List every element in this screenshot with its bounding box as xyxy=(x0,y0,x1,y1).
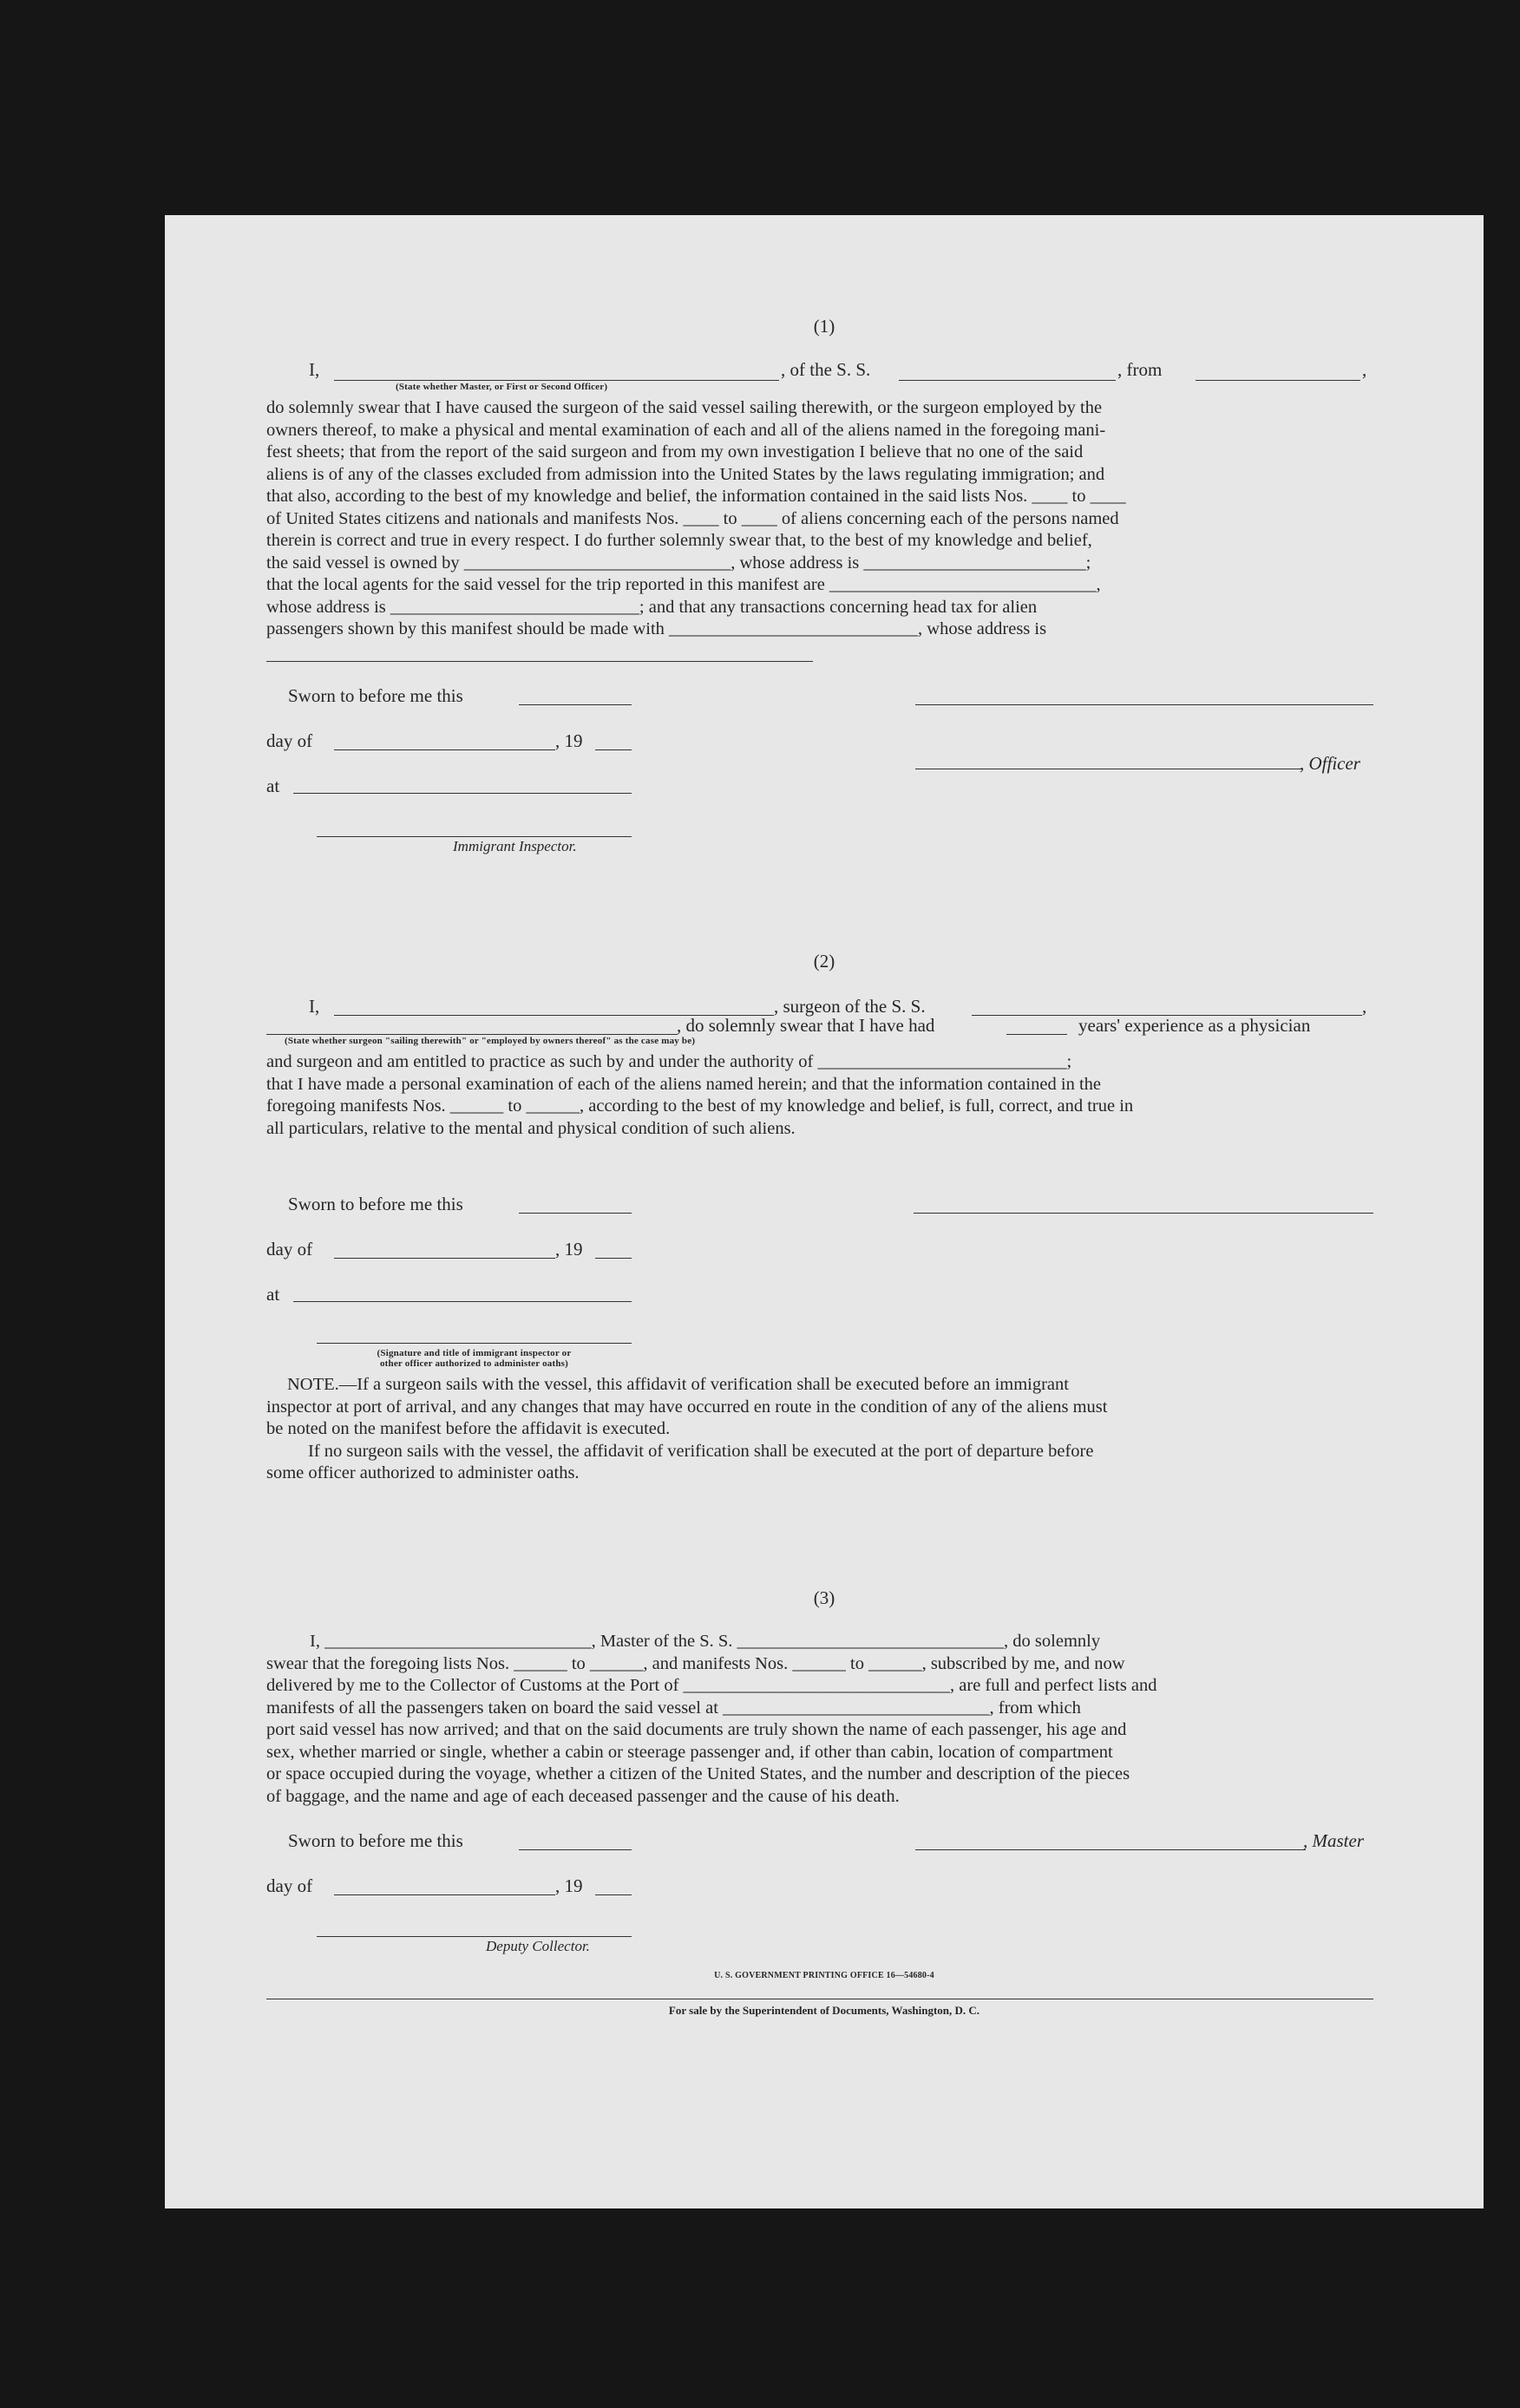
body-line: owners thereof, to make a physical and mental examination of each and all of the aliens named in the foregoing mani- xyxy=(266,420,1106,440)
sworn-date-blank xyxy=(519,1213,632,1214)
body-line: all particulars, relative to the mental and physical condition of such aliens. xyxy=(266,1118,796,1138)
section-1-body xyxy=(266,397,1373,641)
signature-caption: other officer authorized to administer oaths) xyxy=(379,1358,569,1369)
surgeon-status-blank xyxy=(266,1034,678,1035)
month-blank xyxy=(334,1258,555,1259)
body-line: fest sheets; that from the report of the said surgeon and from my own investigation I believe that no one of the said xyxy=(266,442,1084,461)
signature-caption: (Signature and title of immigrant inspector or xyxy=(377,1348,572,1358)
section-2-note xyxy=(266,1374,1373,1485)
sworn-label: Sworn to before me this xyxy=(288,685,463,706)
sale-notice: For sale by the Superintendent of Documents, Washington, D. C. xyxy=(668,2004,980,2017)
year-label: , 19 xyxy=(555,730,583,751)
section-2-number: (2) xyxy=(813,951,835,972)
body-line: do solemnly swear that I have caused the surgeon of the said vessel sailing therewith, or the surgeon employed by the xyxy=(266,398,1103,417)
section-1-line-prefix: I, xyxy=(309,359,320,380)
body-line: that the local agents for the said vessel for the trip reported in this manifest are ______________________________, xyxy=(266,575,1101,594)
body-line: of United States citizens and nationals and manifests Nos. ____ to ____ of aliens concerning each of the persons named xyxy=(266,508,1119,528)
note-line: If no surgeon sails with the vessel, the affidavit of verification shall be executed at the port of departure before xyxy=(308,1441,1094,1461)
note-line: be noted on the manifest before the affidavit is executed. xyxy=(266,1419,671,1438)
month-blank xyxy=(334,749,555,750)
body-line: therein is correct and true in every respect. I do further solemnly swear that, to the best of my knowledge and belief, xyxy=(266,531,1092,550)
at-label: at xyxy=(266,775,280,796)
body-line: I, ______________________________, Master of the S. S. ______________________________, do solemnly xyxy=(310,1632,1101,1651)
collector-title: Deputy Collector. xyxy=(486,1938,590,1954)
body-line: aliens is of any of the classes excluded from admission into the United States by the laws regulating immigration; and xyxy=(266,464,1105,484)
body-line: that I have made a personal examination of each of the aliens named herein; and that the information contained in the xyxy=(266,1074,1101,1094)
body-line: whose address is ____________________________; and that any transactions concerning head tax for alien xyxy=(266,597,1038,617)
section-1-number: (1) xyxy=(813,316,835,337)
line-end-comma: , xyxy=(1362,359,1367,380)
address-blank xyxy=(266,661,813,662)
note-line: inspector at port of arrival, and any changes that may have occurred en route in the condition of any of the aliens must xyxy=(266,1397,1108,1417)
year-blank xyxy=(595,749,632,750)
body-line: foregoing manifests Nos. ______ to ______, according to the best of my knowledge and belief, is full, correct, and true in xyxy=(266,1096,1134,1116)
printing-office-imprint: U. S. GOVERNMENT PRINTING OFFICE 16—54680-4 xyxy=(714,1971,934,1980)
port-from-blank xyxy=(1196,380,1360,381)
year-label: , 19 xyxy=(555,1875,583,1896)
signature-blank xyxy=(915,704,1373,705)
section-3-body xyxy=(266,1631,1373,1808)
section-3-number: (3) xyxy=(813,1587,835,1608)
swear-label: , do solemnly swear that I have had xyxy=(677,1015,935,1036)
body-line: delivered by me to the Collector of Customs at the Port of ______________________________, are full and perfect lists and xyxy=(266,1676,1157,1695)
year-blank xyxy=(595,1894,632,1895)
body-line: and surgeon and am entitled to practice as such by and under the authority of ____________________________; xyxy=(266,1052,1072,1071)
sworn-label: Sworn to before me this xyxy=(288,1194,463,1214)
experience-label: years' experience as a physician xyxy=(1078,1015,1311,1036)
place-blank xyxy=(293,793,632,794)
body-line: manifests of all the passengers taken on board the said vessel at ______________________________, from which xyxy=(266,1698,1081,1718)
body-line: sex, whether married or single, whether a cabin or steerage passenger and, if other than cabin, location of compartment xyxy=(266,1742,1113,1762)
surgeon-status-caption: (State whether surgeon "sailing therewith" or "employed by owners thereof" as the case may be) xyxy=(285,1036,696,1046)
vessel-name-blank xyxy=(899,380,1116,381)
body-line: that also, according to the best of my knowledge and belief, the information contained in the said lists Nos. ____ to ____ xyxy=(266,487,1126,506)
section-2-line-prefix: I, xyxy=(309,996,320,1017)
manifest-verification-page xyxy=(165,215,1484,2208)
master-label: , Master xyxy=(1303,1830,1364,1851)
inspector-title: Immigrant Inspector. xyxy=(453,838,577,854)
signature-blank xyxy=(914,1213,1373,1214)
note-line: NOTE.—If a surgeon sails with the vessel, this affidavit of verification shall be executed before an immigrant xyxy=(287,1375,1069,1394)
surgeon-of-label: , surgeon of the S. S. xyxy=(774,996,926,1017)
inspector-signature-blank xyxy=(317,836,632,837)
section-2-body xyxy=(266,1051,1373,1140)
day-of-label: day of xyxy=(266,1875,313,1896)
year-label: , 19 xyxy=(555,1239,583,1260)
sworn-label: Sworn to before me this xyxy=(288,1830,463,1851)
line-end-comma: , xyxy=(1362,996,1367,1017)
years-blank xyxy=(1006,1034,1067,1035)
note-line: some officer authorized to administer oaths. xyxy=(266,1463,580,1482)
sworn-date-blank xyxy=(519,1849,632,1850)
place-blank xyxy=(293,1301,632,1302)
day-of-label: day of xyxy=(266,1239,313,1260)
body-line: passengers shown by this manifest should be made with ____________________________, whose address is xyxy=(266,619,1047,638)
inspector-signature-blank xyxy=(317,1343,632,1344)
from-label: , from xyxy=(1117,359,1163,380)
of-vessel-label: , of the S. S. xyxy=(781,359,871,380)
body-line: swear that the foregoing lists Nos. ______ to ______, and manifests Nos. ______ to ______, subscribed by me, and now xyxy=(266,1653,1125,1673)
body-line: or space occupied during the voyage, whether a citizen of the United States, and the number and description of the pieces xyxy=(266,1764,1130,1783)
officer-rank-caption: (State whether Master, or First or Second Officer) xyxy=(396,382,608,392)
month-blank xyxy=(334,1894,555,1895)
master-signature-blank xyxy=(915,1849,1306,1850)
sworn-date-blank xyxy=(519,704,632,705)
at-label: at xyxy=(266,1284,280,1305)
collector-signature-blank xyxy=(317,1936,632,1937)
body-line: port said vessel has now arrived; and that on the said documents are truly shown the name of each passenger, his age and xyxy=(266,1720,1127,1739)
body-line: the said vessel is owned by ______________________________, whose address is _________________________; xyxy=(266,553,1091,573)
year-blank xyxy=(595,1258,632,1259)
officer-rank-blank xyxy=(334,380,779,381)
day-of-label: day of xyxy=(266,730,313,751)
officer-label: , Officer xyxy=(1300,753,1360,774)
body-line: of baggage, and the name and age of each deceased passenger and the cause of his death. xyxy=(266,1786,900,1806)
